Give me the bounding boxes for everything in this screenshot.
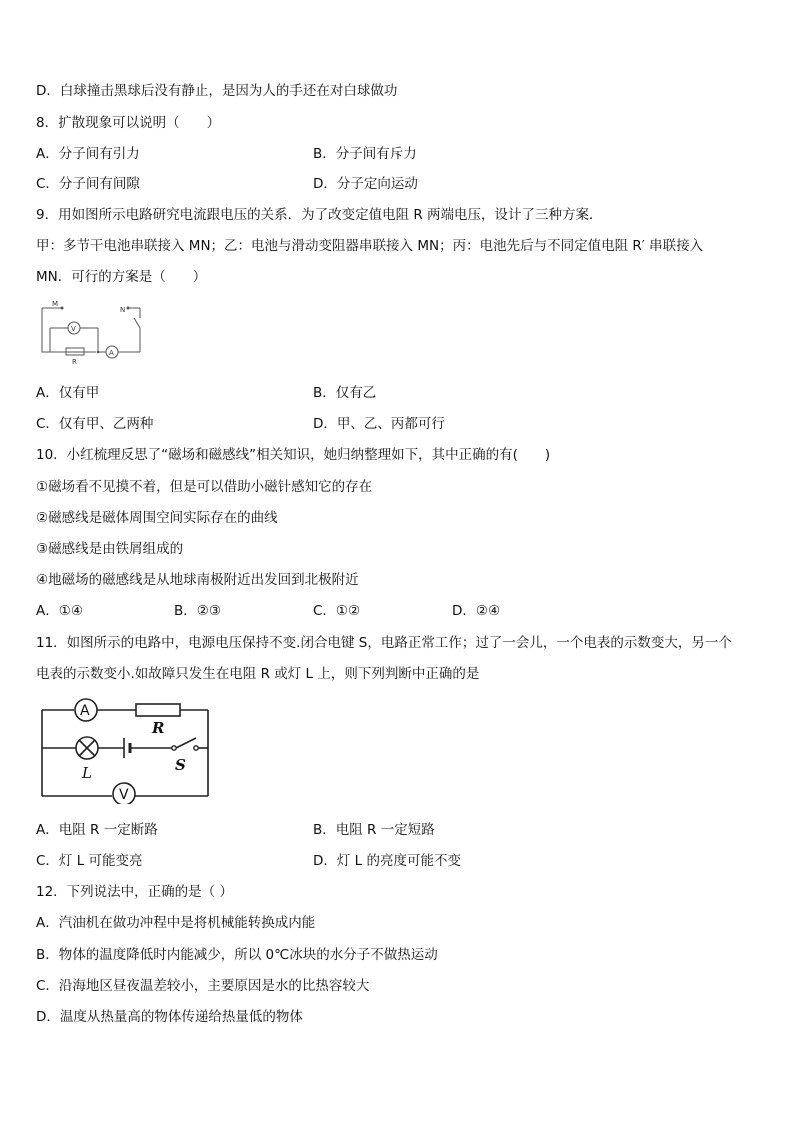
q12-option-d: D．温度从热量高的物体传递给热量低的物体	[36, 1009, 303, 1025]
q11-label-r: R	[152, 719, 165, 737]
q12-stem: 12．下列说法中，正确的是（ ）	[36, 884, 233, 900]
q9-label-a: A	[109, 349, 114, 357]
q9-label-m: M	[52, 300, 59, 308]
q9-stem-line1: 9．用如图所示电路研究电流跟电压的关系．为了改变定值电阻 R 两端电压，设计了三种方案．	[36, 207, 603, 223]
q12-option-c: C．沿海地区昼夜温差较小，主要原因是水的比热容较大	[36, 978, 370, 994]
q10-statement-2: ②磁感线是磁体周围空间实际存在的曲线	[36, 510, 278, 526]
q9-option-b: B．仅有乙	[313, 385, 377, 401]
q12-option-b: B．物体的温度降低时内能减少，所以 0℃冰块的水分子不做热运动	[36, 947, 438, 963]
q10-option-a: A．①④	[36, 603, 83, 619]
q11-option-d: D．灯 L 的亮度可能不变	[313, 853, 461, 869]
q10-stem: 10．小红梳理反思了“磁场和磁感线”相关知识，她归纳整理如下，其中正确的有( )	[36, 447, 551, 463]
q11-stem-line1: 11．如图所示的电路中，电源电压保持不变.闭合电键 S，电路正常工作；过了一会儿，一个电表的示数变大，另一个	[36, 635, 732, 651]
q11-option-a: A．电阻 R 一定断路	[36, 822, 158, 838]
q8-option-a: A．分子间有引力	[36, 146, 140, 162]
q9-option-c: C．仅有甲、乙两种	[36, 416, 154, 432]
q11-label-v: V	[119, 787, 129, 803]
q11-label-s: S	[175, 756, 186, 774]
q8-option-b: B．分子间有斥力	[313, 146, 417, 162]
q11-stem-line2: 电表的示数变小.如故障只发生在电阻 R 或灯 L 上，则下列判断中正确的是	[36, 666, 480, 682]
q10-statement-3: ③磁感线是由铁屑组成的	[36, 541, 184, 557]
q9-label-r: R	[72, 358, 77, 366]
q7-option-d: D．白球撞击黑球后没有静止，是因为人的手还在对白球做功	[36, 83, 398, 99]
q11-label-l: L	[82, 764, 92, 782]
q11-label-a: A	[80, 703, 90, 719]
q9-circuit-figure	[36, 298, 156, 370]
q10-statement-1: ①磁场看不见摸不着，但是可以借助小磁针感知它的存在	[36, 479, 373, 495]
q9-option-a: A．仅有甲	[36, 385, 100, 401]
q9-option-d: D．甲、乙、丙都可行	[313, 416, 445, 432]
q11-circuit-figure	[36, 696, 214, 804]
q10-statement-4: ④地磁场的磁感线是从地球南极附近出发回到北极附近	[36, 572, 359, 588]
q10-option-c: C．①②	[313, 603, 361, 619]
q10-option-d: D．②④	[452, 603, 501, 619]
q9-stem-line2: 甲：多节干电池串联接入 MN；乙：电池与滑动变阻器串联接入 MN；丙：电池先后与不同定值电阻 R′ 串联接入	[36, 238, 704, 254]
q11-option-c: C．灯 L 可能变亮	[36, 853, 143, 869]
q12-option-a: A．汽油机在做功冲程中是将机械能转换成内能	[36, 915, 316, 931]
q8-stem: 8．扩散现象可以说明（ ）	[36, 115, 221, 131]
q8-option-c: C．分子间有间隙	[36, 176, 140, 192]
q11-option-b: B．电阻 R 一定短路	[313, 822, 435, 838]
q9-label-v: V	[71, 325, 76, 333]
q9-label-n: N	[120, 306, 126, 314]
q8-option-d: D．分子定向运动	[313, 176, 418, 192]
q9-stem-line3: MN．可行的方案是（ ）	[36, 269, 207, 285]
q10-option-b: B．②③	[174, 603, 221, 619]
